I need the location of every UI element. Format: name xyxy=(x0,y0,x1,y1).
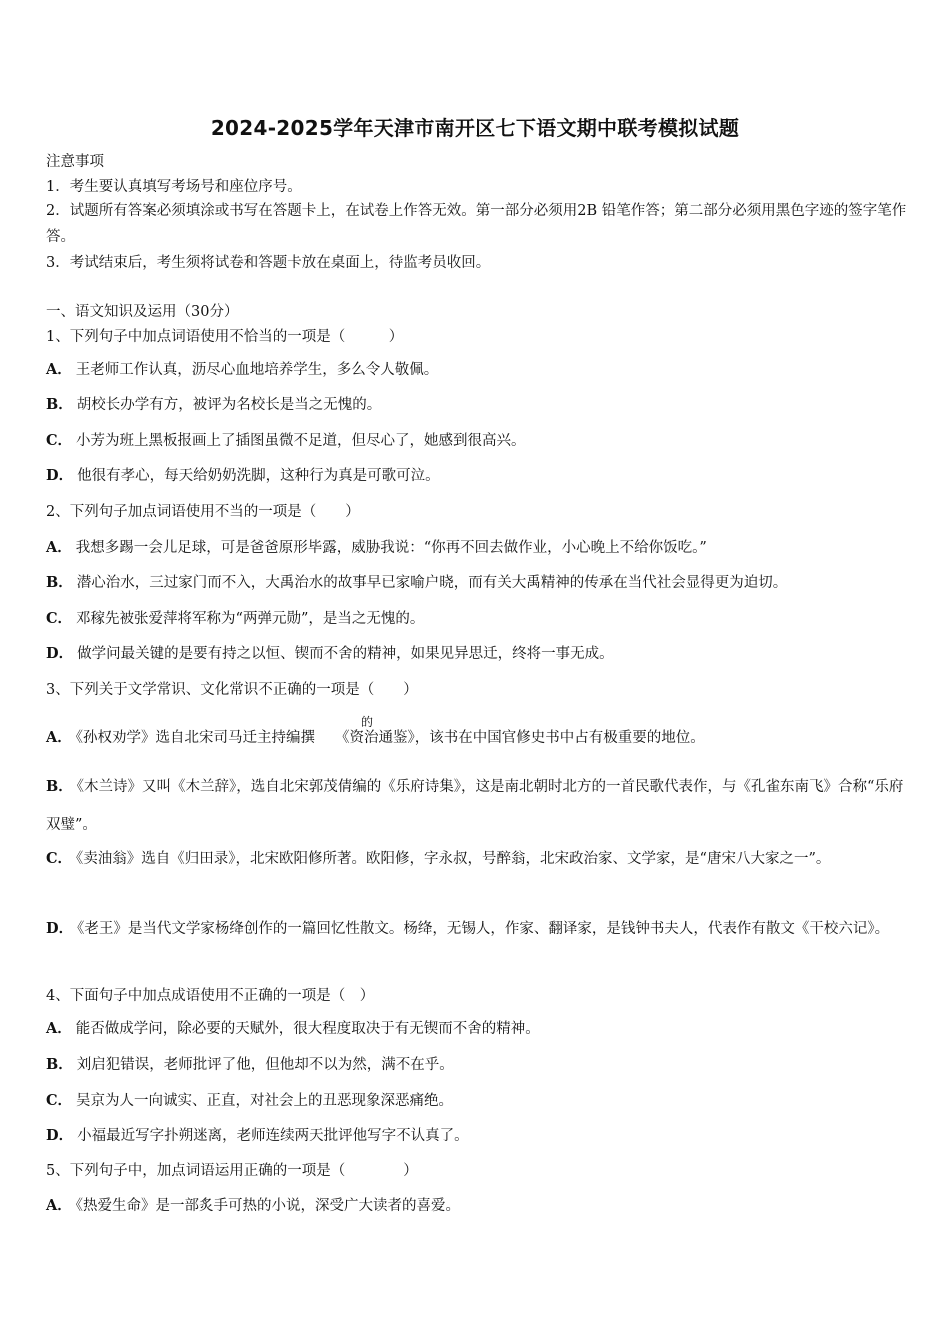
option-label: C． xyxy=(46,432,73,449)
option-label: B． xyxy=(46,574,73,591)
question-2-stem: 2、下列句子加点词语使用不当的一项是（ ） xyxy=(46,504,360,520)
question-2-option-c xyxy=(46,609,908,629)
option-label: D． xyxy=(46,467,74,484)
notice-item-3: 3．考试结束后，考生须将试卷和答题卡放在桌面上，待监考员收回。 xyxy=(46,255,491,271)
superscript-char: 的 xyxy=(361,715,374,729)
question-1-option-a xyxy=(46,360,908,380)
option-text: 胡校长办学有方，被评为名校长是当之无愧的。 xyxy=(76,397,382,413)
option-text: 王老师工作认真，沥尽心血地培养学生，多么令人敬佩。 xyxy=(75,362,439,378)
option-text: 刘启犯错误，老师批评了他，但他却不以为然，满不在乎。 xyxy=(76,1057,454,1073)
section-heading: 一、语文知识及运用（30分） xyxy=(46,304,239,320)
page-title: 2024-2025学年天津市南开区七下语文期中联考模拟试题 xyxy=(210,116,740,140)
option-text: 《老王》是当代文学家杨绛创作的一篇回忆性散文。杨绛，无锡人，作家、翻译家，是钱钟书夫人，代表作有散文《干校六记》。 xyxy=(77,921,890,937)
question-3-stem: 3、下列关于文学常识、文化常识不正确的一项是（ ） xyxy=(46,682,418,698)
question-3-option-a xyxy=(46,728,908,748)
option-label: B． xyxy=(46,396,73,413)
notice-item-2: 2．试题所有答案必须填涂或书写在答题卡上，在试卷上作答无效。第一部分必须用2B 铅笔作答；第二部分必须用黑色字迹的签字笔作答。 xyxy=(46,203,907,245)
question-3-option-c xyxy=(46,843,908,875)
option-text: 小福最近写字扑朔迷离，老师连续两天批评他写字不认真了。 xyxy=(77,1128,469,1144)
option-label: A． xyxy=(46,361,72,378)
question-1-option-c xyxy=(46,431,908,451)
question-1-stem: 1、下列句子中加点词语使用不恰当的一项是（ ） xyxy=(46,329,404,345)
option-label: B． xyxy=(46,1056,73,1073)
option-text: 《卖油翁》选自《归田录》，北宋欧阳修所著。欧阳修，字永叔，号醉翁，北宋政治家、文学家，是“唐宋八大家之一”。 xyxy=(76,851,831,867)
option-label: A． xyxy=(46,729,72,746)
notice-item-1: 1．考生要认真填写考场号和座位序号。 xyxy=(46,179,302,195)
option-label: C． xyxy=(46,1092,73,1109)
question-4-option-b xyxy=(46,1055,908,1075)
question-1-option-d xyxy=(46,466,908,486)
option-label: A． xyxy=(46,1197,72,1214)
question-2-option-d xyxy=(46,644,908,664)
option-label: A． xyxy=(46,539,72,556)
option-label: A． xyxy=(46,1020,72,1037)
option-text: 我想多踢一会儿足球，可是爸爸原形毕露，威胁我说：“你再不回去做作业，小心晚上不给你饭吃。” xyxy=(75,540,707,556)
option-label: B． xyxy=(46,778,73,795)
question-2-option-a xyxy=(46,538,908,558)
question-1-option-b xyxy=(46,395,908,415)
option-text: 小芳为班上黑板报画上了插图虽微不足道，但尽心了，她感到很高兴。 xyxy=(76,433,526,449)
option-label: D． xyxy=(46,645,74,662)
question-5-option-a xyxy=(46,1196,908,1216)
option-text: 邓稼先被张爱萍将军称为“两弹元勋”，是当之无愧的。 xyxy=(76,611,425,627)
question-4-option-c xyxy=(46,1091,908,1111)
option-text: 《热爱生命》是一部炙手可热的小说，深受广大读者的喜爱。 xyxy=(75,1198,461,1214)
option-text: 做学问最关键的是要有持之以恒、锲而不舍的精神，如果见异思迁，终将一事无成。 xyxy=(77,646,614,662)
option-label: C． xyxy=(46,850,73,867)
question-3-option-b xyxy=(46,768,908,844)
option-text: 《孙权劝学》选自北宋司马迁主持编撰 xyxy=(75,730,316,746)
option-text: 潜心治水，三过家门而不入，大禹治水的故事早已家喻户晓，而有关大禹精神的传承在当代社会显得更为迫切。 xyxy=(76,575,788,591)
option-text: 吴京为人一向诚实、正直，对社会上的丑恶现象深恶痛绝。 xyxy=(76,1093,454,1109)
question-4-option-a xyxy=(46,1019,908,1039)
option-text: 能否做成学问，除必要的天赋外，很大程度取决于有无锲而不舍的精神。 xyxy=(75,1021,540,1037)
question-5-stem: 5、下列句子中，加点词语运用正确的一项是（ ） xyxy=(46,1163,418,1179)
notice-heading: 注意事项 xyxy=(46,154,104,170)
option-text: 他很有孝心，每天给奶奶洗脚，这种行为真是可歌可泣。 xyxy=(77,468,440,484)
question-4-stem: 4、下面句子中加点成语使用不正确的一项是（ ） xyxy=(46,988,375,1004)
question-4-option-d xyxy=(46,1126,908,1146)
option-text: 《木兰诗》又叫《木兰辞》，选自北宋郭茂倩编的《乐府诗集》，这是南北朝时北方的一首民歌代表作，与《孔雀东南飞》合称“乐府双璧”。 xyxy=(46,779,904,833)
option-text-continued: 《资治通鉴》，该书在中国官修史书中占有极重要的地位。 xyxy=(335,730,705,746)
question-2-option-b xyxy=(46,573,908,593)
option-label: C． xyxy=(46,610,73,627)
option-label: D． xyxy=(46,920,74,937)
option-label: D． xyxy=(46,1127,74,1144)
question-3-option-d xyxy=(46,910,908,948)
